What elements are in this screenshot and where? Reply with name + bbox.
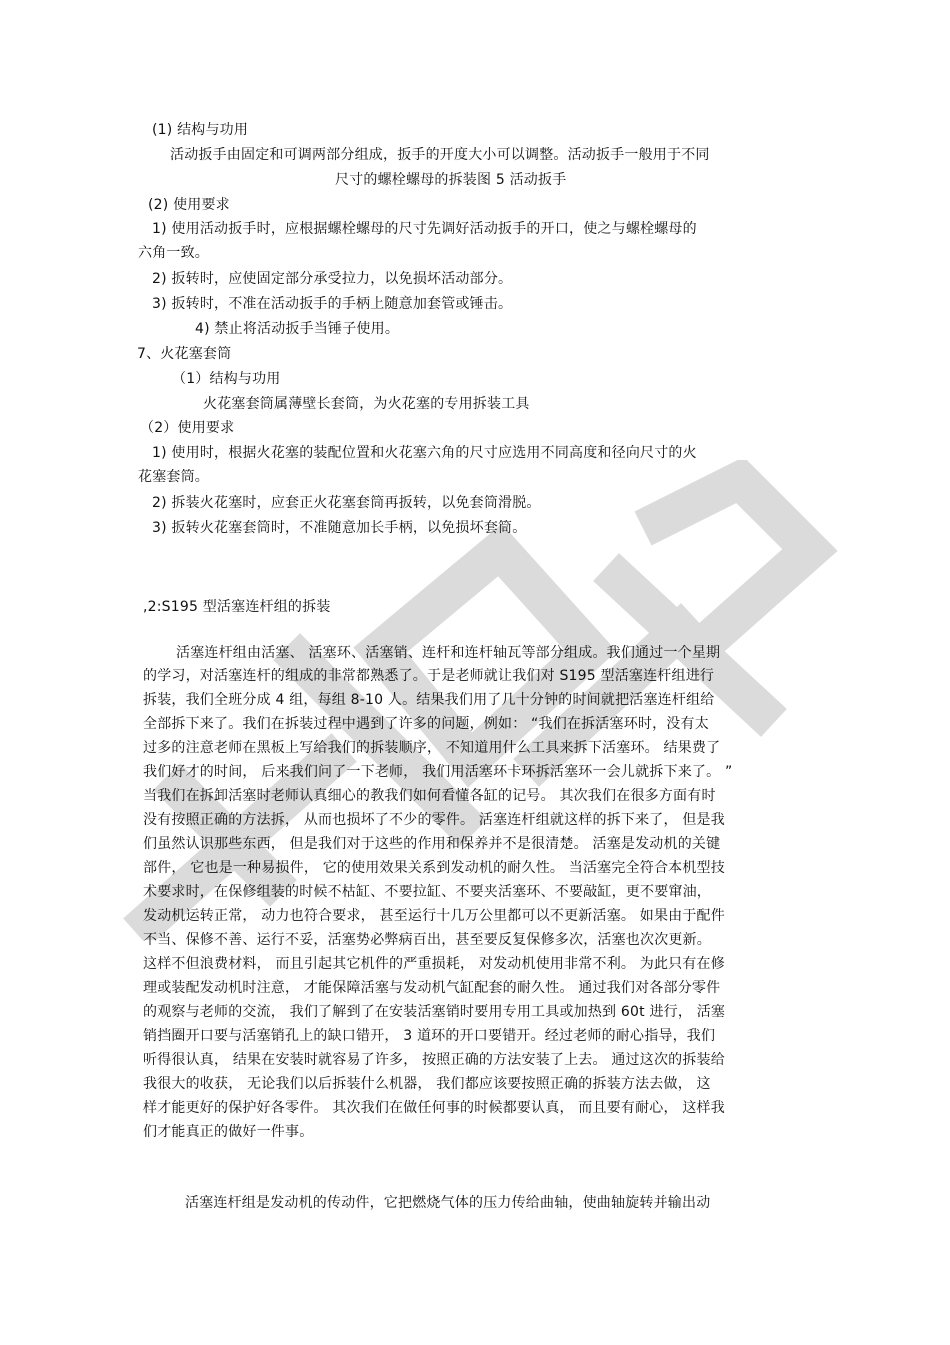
paragraph-line: 当我们在拆卸活塞时老师认真细心的教我们如何看懂各缸的记号。 其次我们在很多方面有时 <box>143 788 716 804</box>
paragraph-line: 我们好才的时间， 后来我们问了一下老师， 我们用活塞环卡环拆活塞环一会儿就拆下来了。 ” <box>143 764 733 780</box>
paragraph-line: 们虽然认识那些东西， 但是我们对于这些的作用和保养并不是很清楚。 活塞是发动机的关键 <box>143 836 721 852</box>
text-line: （2）使用要求 <box>140 420 235 436</box>
paragraph-line: 拆装，我们全班分成 4 组，每组 8-10 人。结果我们用了几十分钟的时间就把活塞连杆组给 <box>143 692 715 708</box>
paragraph-line: 过多的注意老师在黑板上写给我们的拆装顺序， 不知道用什么工具来拆下活塞环。 结果费了 <box>143 740 721 756</box>
paragraph-line: 术要求时，在保修组装的时候不枯缸、不要拉缸、不要夹活塞环、不要敲缸，更不要窜油， <box>143 884 711 900</box>
paragraph-line: 全部拆下来了。我们在拆装过程中遇到了许多的问题，例如： “我们在拆活塞环时，没有太 <box>143 716 709 732</box>
paragraph-line: 活塞连杆组是发动机的传动件，它把燃烧气体的压力传给曲轴，使曲轴旋转并输出动 <box>185 1195 711 1211</box>
text-line: 2) 拆装火花塞时，应套正火花塞套筒再扳转，以免套筒滑脱。 <box>152 495 541 511</box>
text-line: 4) 禁止将活动扳手当锤子使用。 <box>195 321 400 337</box>
text-line: (2) 使用要求 <box>148 197 230 213</box>
text-line: 3) 扳转火花塞套筒时，不准随意加长手柄，以免损坏套筒。 <box>152 520 527 536</box>
text-line: 3) 扳转时，不准在活动扳手的手柄上随意加套管或锤击。 <box>152 296 513 312</box>
paragraph-line: 这样不但浪费材料， 而且引起其它机件的严重损耗， 对发动机使用非常不利。 为此只有在修 <box>143 956 725 972</box>
text-line: （1）结构与功用 <box>172 371 281 387</box>
text-line: 1) 使用时，根据火花塞的装配位置和火花塞六角的尺寸应选用不同高度和径向尺寸的火 <box>152 445 697 461</box>
text-line: 活动扳手由固定和可调两部分组成，扳手的开度大小可以调整。活动扳手一般用于不同 <box>170 147 710 163</box>
paragraph-line: 发动机运转正常， 动力也符合要求， 甚至运行十几万公里都可以不更新活塞。 如果由于配件 <box>143 908 725 924</box>
paragraph-line: 的学习，对活塞连杆的组成的非常都熟悉了。于是老师就让我们对 S195 型活塞连杆组进行 <box>143 668 715 684</box>
section-heading: ,2:S195 型活塞连杆组的拆装 <box>143 599 331 615</box>
paragraph-line: 活塞连杆组由活塞、 活塞环、活塞销、连杆和连杆轴瓦等部分组成。我们通过一个星期 <box>176 645 721 661</box>
section-heading: 7、火花塞套筒 <box>137 346 232 362</box>
text-line: 花塞套筒。 <box>138 469 209 485</box>
paragraph-line: 没有按照正确的方法拆， 从而也损坏了不少的零件。 活塞连杆组就这样的拆下来了， 但是我 <box>143 812 725 828</box>
text-line: 火花塞套筒属薄壁长套筒，为火花塞的专用拆装工具 <box>203 396 530 412</box>
paragraph-line: 销挡圈开口要与活塞销孔上的缺口错开， 3 道环的开口要错开。经过老师的耐心指导，我们 <box>143 1028 716 1044</box>
paragraph-line: 的观察与老师的交流， 我们了解到了在安装活塞销时要用专用工具或加热到 60t 进行， 活塞 <box>143 1004 726 1020</box>
paragraph-line: 听得很认真， 结果在安装时就容易了许多， 按照正确的方法安装了上去。 通过这次的拆装给 <box>143 1052 725 1068</box>
text-line: (1) 结构与功用 <box>152 122 249 138</box>
paragraph-line: 我很大的收获， 无论我们以后拆装什么机器， 我们都应该要按照正确的拆装方法去做， 这 <box>143 1076 711 1092</box>
paragraph-line: 不当、保修不善、运行不妥，活塞势必弊病百出，甚至要反复保修多次，活塞也次次更新。 <box>143 932 711 948</box>
text-line: 六角一致。 <box>138 245 209 261</box>
paragraph-line: 样才能更好的保护好各零件。 其次我们在做任何事的时候都要认真， 而且要有耐心， 这样我 <box>143 1100 725 1116</box>
text-line: 2) 扳转时，应使固定部分承受拉力，以免损坏活动部分。 <box>152 271 513 287</box>
paragraph-line: 们才能真正的做好一件事。 <box>143 1124 314 1140</box>
paragraph-line: 理或装配发动机时注意， 才能保障活塞与发动机气缸配套的耐久性。 通过我们对各部分零件 <box>143 980 721 996</box>
paragraph-line: 部件， 它也是一种易损件， 它的使用效果关系到发动机的耐久性。 当活塞完全符合本机型技 <box>143 860 725 876</box>
text-line: 1) 使用活动扳手时，应根据螺栓螺母的尺寸先调好活动扳手的开口，使之与螺栓螺母的 <box>152 221 697 237</box>
text-line: 尺寸的螺栓螺母的拆装图 5 活动扳手 <box>335 172 567 188</box>
